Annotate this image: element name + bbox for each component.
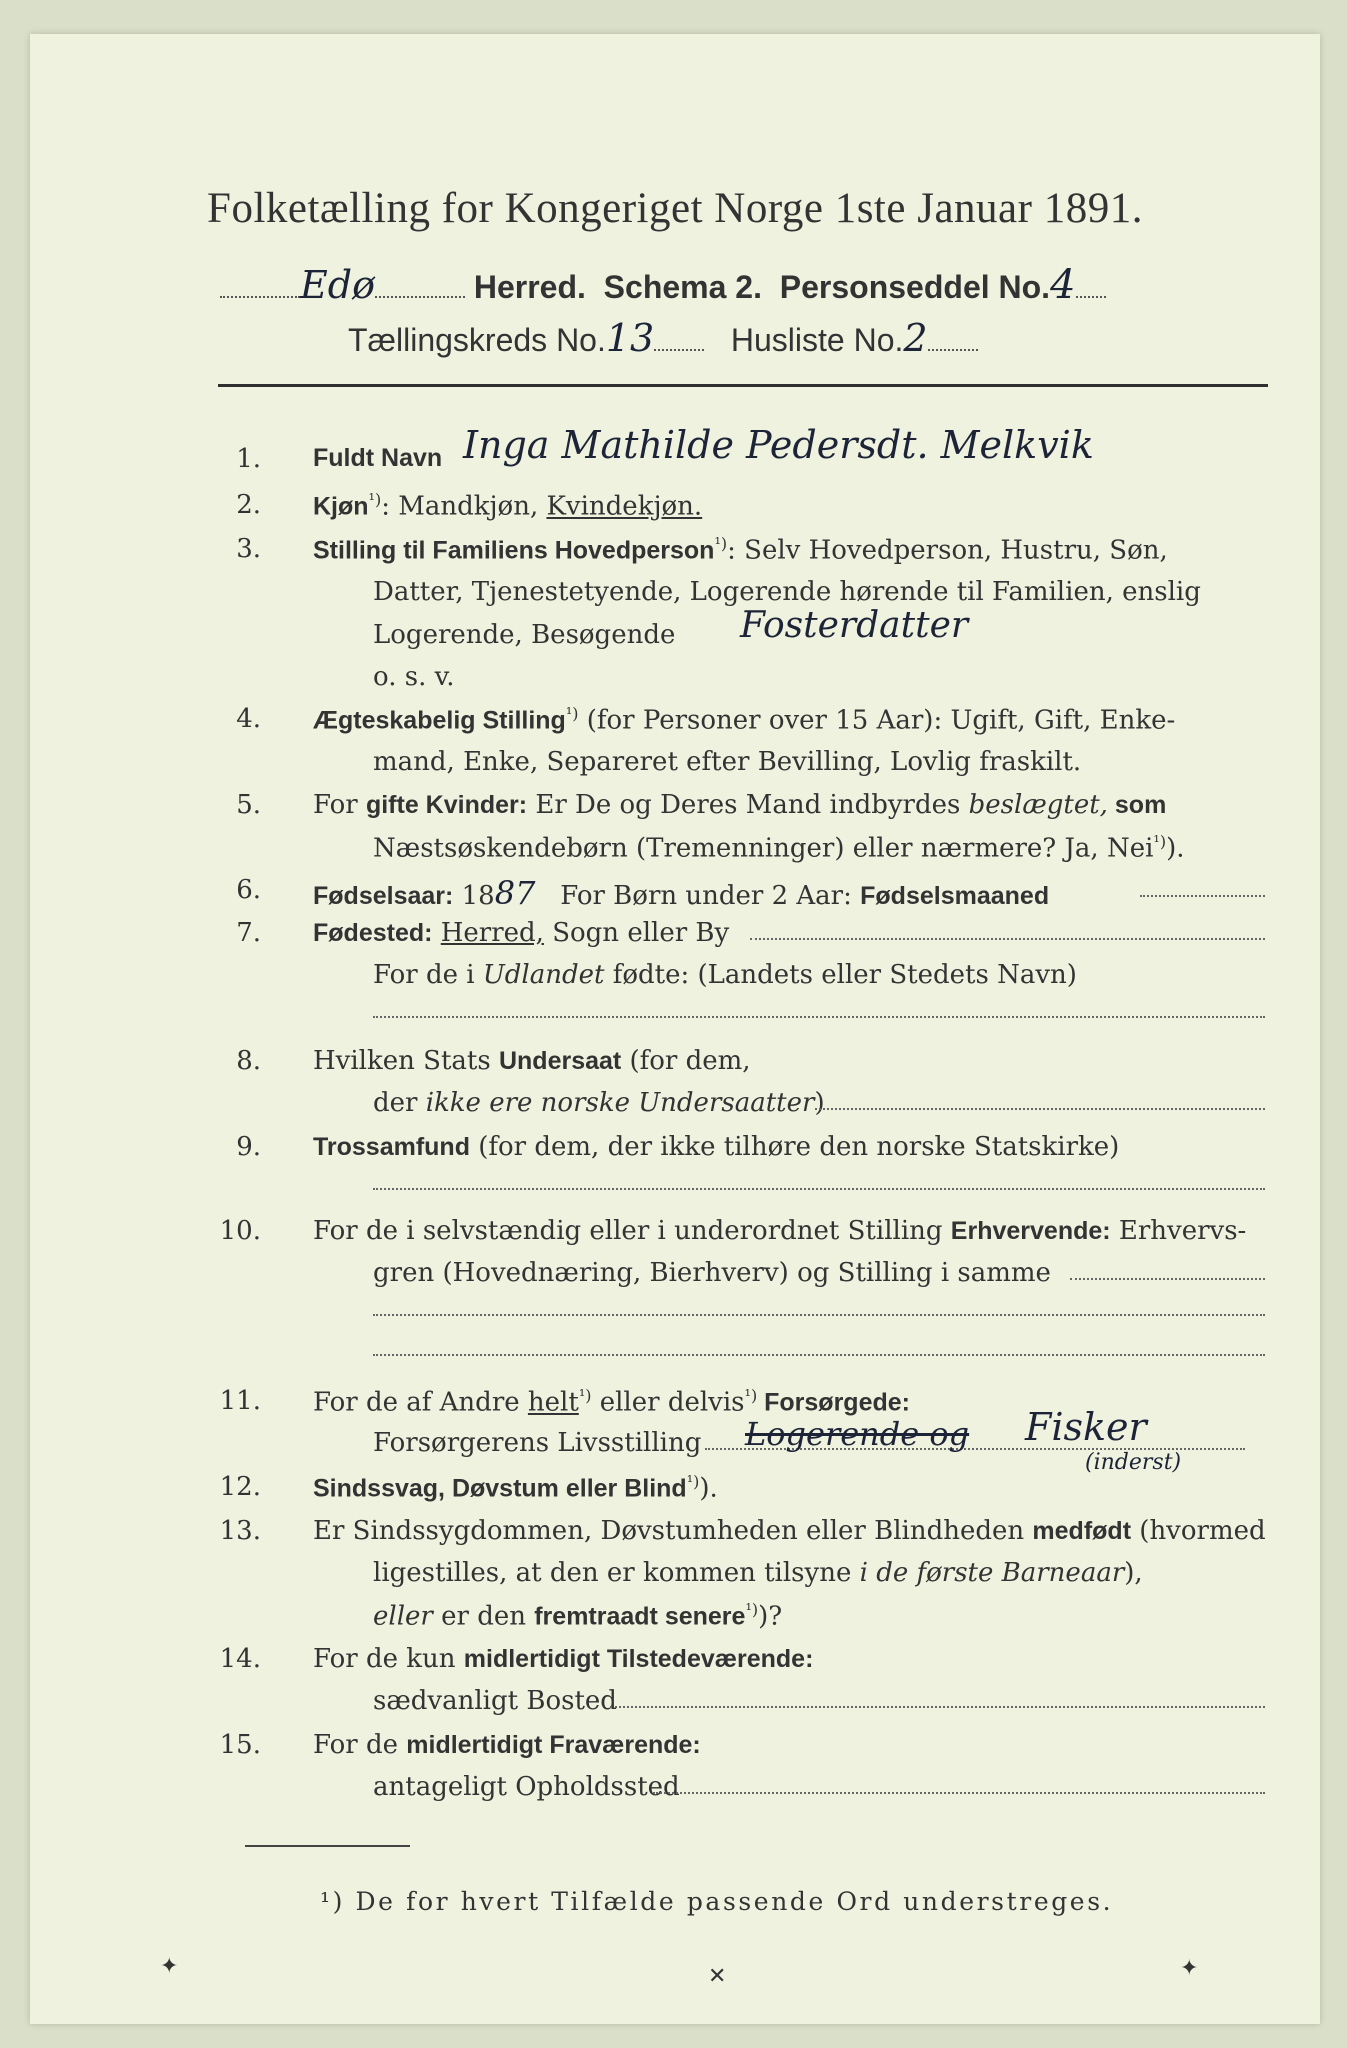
- birth-year-value: 87: [494, 874, 536, 912]
- provider-occupation-value: Fisker: [1025, 1405, 1147, 1449]
- census-form: Folketælling for Kongeriget Norge 1ste Januar 1891. Edø Herred. Schema 2. Personseddel No.4 Tællingskreds No.13 Husliste No.2 1. Fuldt Navn Inga Mathilde Pedersdt. Melkvik 2. Kjøn$^{^1)}$: Mandkjøn, Kvindekjøn. 3. Stilling til Familiens Hovedperson$^{^1)}$: Selv Hovedperson, Hustru, Søn, Datter, Tjenestetyende, Logerende hørende til Familien, enslig Logerende, Besøgende Fosterdatter o. s. v. 4. Ægteskabelig Stilling$^{^1)}$ (for Personer over 15 Aar): Ugift, Gift, Enke- mand, Enke, Separeret efter Bevilling, Lovlig fraskilt. 5. For gifte Kvinder: Er De og Deres Mand indbyrdes beslægtet, som Næstsøskendebørn (Tremenninger) eller nærmere? Ja, Nei$^{^1)}$). 6. Fødselsaar: 1887 For Børn under 2 Aar: Fødselsmaaned 7. Fødested: Herred, Sogn eller By For de i Udlandet fødte: (Landets eller Stedets Navn) 8. Hvilken Stats Undersaat (for dem, der ikke ere norske Undersaatter) 9. Trossamfund (for dem, der ikke tilhøre den norske Statskirke) 10. For de i selvstændig eller i underordnet Stilling Erhvervende: Erhvervs- gren (Hovednæring, Bierhverv) og Stilling i samme 11. For de af Andre helt$^{^1)}$ eller delvis$^{^1)}$ Forsørgede: Forsørgerens Livsstilling Logerende og Fisker (inderst) 12. Sindssvag, Døvstum eller Blind$^{^1)}$). 13. Er Sindssygdommen, Døvstumheden eller Blindheden medfødt (hvormed ligestilles, at den er kommen tilsyne i de første Barneaar), eller er den fremtraadt senere$^{^1)}$)? 14. For de kun midlertidigt Tilstedeværende: sædvanligt Bosted 15. For de midlertidigt Fraværende: antageligt Opholdssted ¹) De for hvert Tilfælde passende Ord understreges. ✦ ✕ ✦: [30, 34, 1320, 2024]
- taellingskreds-value: 13: [605, 316, 655, 360]
- husliste-value: 2: [903, 316, 928, 360]
- herred-line: [220, 262, 1106, 308]
- taellingskreds-label: Tællingskreds No.: [348, 322, 606, 358]
- gender-selected: Kvindekjøn.: [546, 491, 703, 522]
- family-position-value: Fosterdatter: [740, 605, 969, 646]
- provider-occupation-struck: Logerende og: [745, 1415, 970, 1453]
- registration-mark-icon: ✦: [1180, 1956, 1199, 1981]
- provider-occupation-note: (inderst): [1085, 1450, 1182, 1475]
- footnote: ¹) De for hvert Tilfælde passende Ord understreges.: [320, 1887, 1114, 1916]
- full-name-label: Fuldt Navn: [313, 444, 443, 472]
- herred-label: Herred.: [473, 269, 586, 305]
- registration-mark-icon: ✕: [708, 1964, 727, 1989]
- footnote-rule: [245, 1845, 410, 1847]
- herred-value: Edø: [300, 263, 375, 307]
- husliste-label: Husliste No.: [730, 322, 904, 358]
- full-name-value: Inga Mathilde Pedersdt. Melkvik: [463, 423, 1094, 467]
- schema-label: Schema 2.: [603, 269, 762, 305]
- kreds-line: [348, 316, 978, 360]
- personseddel-label: Personseddel No.: [779, 269, 1051, 305]
- personseddel-value: 4: [1050, 262, 1076, 308]
- form-title: Folketælling for Kongeriget Norge 1ste Januar 1891.: [207, 185, 1143, 232]
- registration-mark-icon: ✦: [160, 1954, 179, 1979]
- header-rule: [218, 384, 1268, 387]
- birthplace-selected: Herred,: [440, 918, 544, 948]
